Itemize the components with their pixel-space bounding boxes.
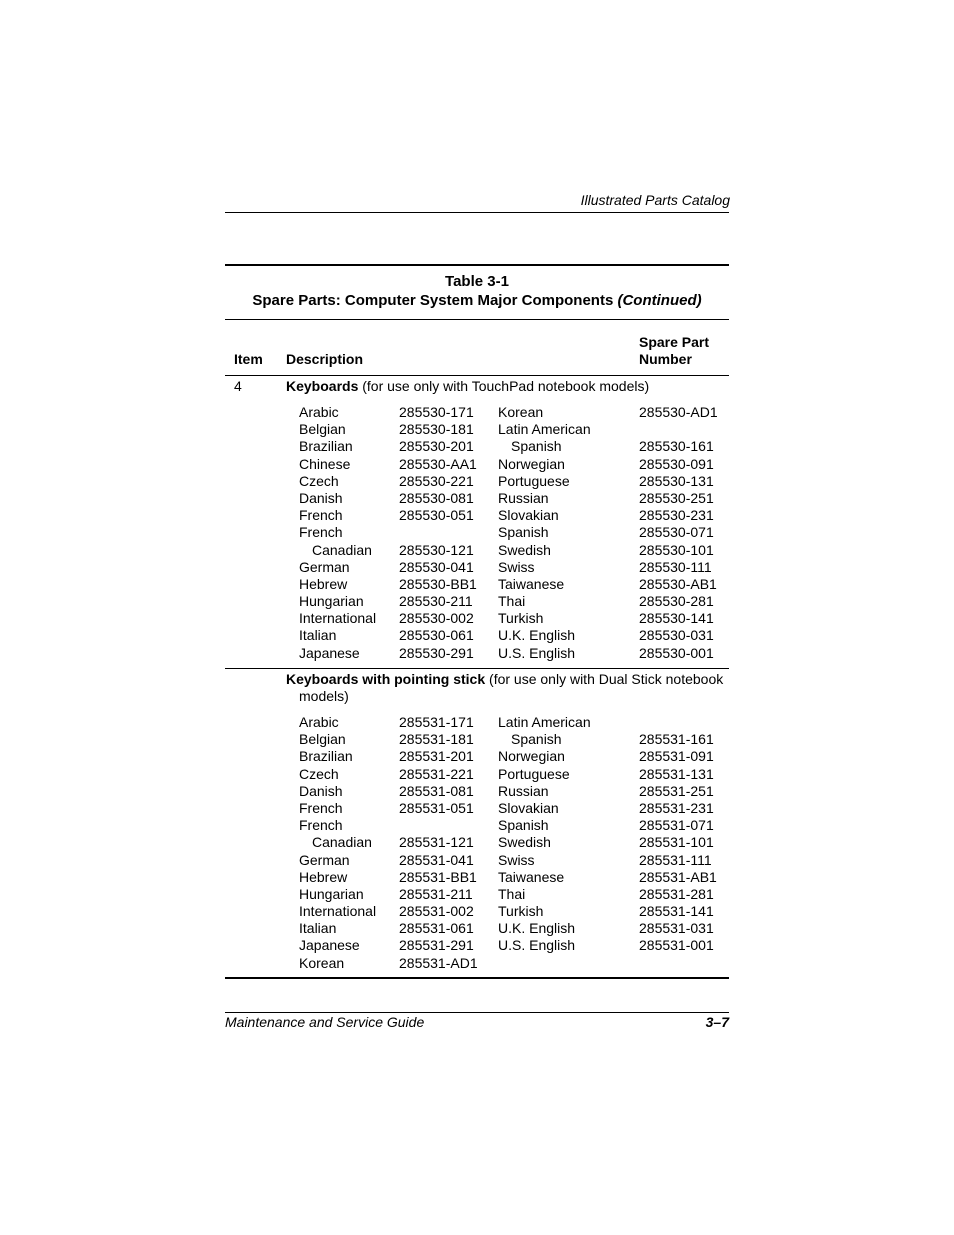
keyboard-language: Japanese: [299, 644, 360, 661]
spare-part-number: 285530-101: [639, 541, 714, 558]
keyboard-language: Norwegian: [498, 455, 565, 472]
spare-part-number: 285531-101: [639, 834, 714, 851]
spare-part-number: 285530-081: [399, 489, 474, 506]
table-row: [299, 542, 729, 559]
table-title: [225, 291, 729, 310]
spare-part-number: 285531-251: [639, 782, 714, 799]
table-title-text: Spare Parts: Computer System Major Components: [252, 292, 614, 309]
keyboard-language: Hungarian: [299, 885, 364, 902]
keyboard-language: Danish: [299, 489, 343, 506]
spare-part-number: 285531-081: [399, 782, 474, 799]
table-row: [299, 610, 729, 627]
table-top-rule: [225, 264, 729, 266]
keyboard-language: Hebrew: [299, 575, 348, 592]
spare-part-number: 285531-AB1: [639, 868, 717, 885]
table-row: [299, 869, 729, 886]
spare-part-number: 285530-051: [399, 507, 474, 524]
spare-part-number: 285531-181: [399, 731, 474, 748]
keyboard-language: Thai: [498, 885, 526, 902]
keyboard-language: Latin American: [498, 714, 591, 730]
spare-part-number: 285530-291: [399, 644, 474, 661]
keyboard-language: Spanish: [498, 524, 549, 541]
keyboard-language: French: [299, 817, 343, 834]
table-title-suffix: (Continued): [617, 292, 702, 309]
keyboard-language: Czech: [299, 472, 339, 489]
spare-part-number: 285531-281: [639, 885, 714, 902]
keyboard-language: Korean: [498, 404, 544, 420]
table-number: Table 3-1: [445, 273, 509, 290]
table-row: [299, 800, 729, 817]
page-number: 3–7: [705, 1014, 729, 1030]
item-number: 4: [234, 378, 242, 394]
spare-part-number: 285530-002: [399, 610, 474, 627]
spare-part-number: 285530-031: [639, 627, 714, 644]
table-row: [299, 507, 729, 524]
table-row: [299, 645, 729, 662]
keyboard-language: U.K. English: [498, 627, 576, 644]
keyboard-language: Slovakian: [498, 507, 559, 524]
keyboard-language: Latin American: [498, 421, 591, 438]
spare-part-number: 285531-BB1: [399, 868, 477, 885]
keyboard-language: Spanish: [511, 438, 562, 455]
table-row: [299, 404, 729, 421]
spare-part-number: 285531-091: [639, 748, 714, 765]
keyboard-language: Korean: [299, 954, 345, 971]
spare-part-number: 285530-111: [639, 558, 712, 575]
keyboard-language: German: [299, 558, 350, 575]
table-row: [299, 886, 729, 903]
column-header-spare-part-line2: Number: [639, 351, 692, 367]
keyboard-language: Norwegian: [498, 748, 565, 765]
keyboard-language: Hungarian: [299, 593, 364, 610]
spare-part-number: 285530-221: [399, 472, 474, 489]
keyboard-language: Belgian: [299, 731, 346, 748]
section1-heading-rest: (for use only with TouchPad notebook models): [358, 378, 650, 394]
spare-part-number: 285530-181: [399, 421, 474, 438]
keyboard-language: Taiwanese: [498, 868, 565, 885]
keyboard-language: Turkish: [498, 903, 544, 920]
table-row: [299, 783, 729, 800]
section2-keyboard-list: [299, 714, 729, 972]
keyboard-language: Brazilian: [299, 748, 353, 765]
spare-part-number: 285531-121: [399, 834, 474, 851]
spare-part-number: 285531-231: [639, 799, 714, 816]
keyboard-language: U.K. English: [498, 920, 576, 937]
spare-part-number: 285530-251: [639, 489, 714, 506]
spare-part-number: 285530-AA1: [399, 455, 477, 472]
spare-part-number: 285530-131: [639, 472, 714, 489]
section2-heading: [286, 671, 723, 705]
keyboard-language: Turkish: [498, 610, 544, 627]
keyboard-language: Arabic: [299, 404, 339, 420]
keyboard-language: French: [299, 507, 343, 524]
keyboard-language: Swiss: [498, 558, 535, 575]
footer-title: Maintenance and Service Guide: [225, 1014, 425, 1030]
column-header-item: Item: [234, 351, 263, 367]
spare-part-number: 285530-AD1: [639, 404, 718, 420]
keyboard-language: Russian: [498, 782, 549, 799]
keyboard-language: Swiss: [498, 851, 535, 868]
table-row: [299, 456, 729, 473]
keyboard-language: Brazilian: [299, 438, 353, 455]
table-row: [299, 559, 729, 576]
spare-part-number: 285530-231: [639, 507, 714, 524]
keyboard-language: Taiwanese: [498, 575, 565, 592]
keyboard-language: Hebrew: [299, 868, 348, 885]
keyboard-language: Slovakian: [498, 799, 559, 816]
keyboard-language: U.S. English: [498, 937, 576, 954]
keyboard-language: International: [299, 903, 377, 920]
spare-part-number: 285530-281: [639, 593, 714, 610]
spare-part-number: 285531-221: [399, 765, 474, 782]
section1-heading: [286, 378, 649, 394]
keyboard-language: Italian: [299, 920, 337, 937]
keyboard-language: French: [299, 524, 343, 541]
section2-heading-line2: models): [299, 688, 349, 704]
spare-part-number: 285530-161: [639, 438, 714, 455]
column-header-spare-part-line1: Spare Part: [639, 334, 710, 350]
spare-part-number: 285530-041: [399, 558, 474, 575]
table-row: [299, 748, 729, 765]
spare-part-number: 285531-051: [399, 799, 474, 816]
header-bottom-rule: [225, 375, 729, 376]
spare-part-number: 285530-BB1: [399, 575, 477, 592]
keyboard-language: Portuguese: [498, 765, 570, 782]
spare-part-number: 285531-AD1: [399, 954, 478, 971]
spare-part-number: 285531-171: [399, 714, 474, 730]
column-header-spare-part-number: [639, 334, 709, 368]
spare-part-number: 285530-121: [399, 541, 474, 558]
spare-part-number: 285531-002: [399, 903, 474, 920]
table-bottom-rule: [225, 977, 729, 979]
spare-part-number: 285531-141: [639, 903, 714, 920]
keyboard-language: Japanese: [299, 937, 360, 954]
spare-part-number: 285531-131: [639, 765, 714, 782]
spare-part-number: 285531-111: [639, 851, 712, 868]
table-row: [299, 903, 729, 920]
spare-part-number: 285530-201: [399, 438, 474, 455]
column-header-description: Description: [286, 351, 364, 367]
spare-part-number: 285530-AB1: [639, 575, 717, 592]
keyboard-language: Danish: [299, 782, 343, 799]
spare-part-number: 285530-061: [399, 627, 474, 644]
spare-part-number: 285531-041: [399, 851, 474, 868]
table-row: [299, 834, 729, 851]
spare-part-number: 285530-141: [639, 610, 714, 627]
table-row: [299, 852, 729, 869]
keyboard-language: Canadian: [312, 541, 372, 558]
spare-part-number: 285531-031: [639, 920, 714, 937]
table-row: [299, 438, 729, 455]
keyboard-language: French: [299, 799, 343, 816]
table-row: [299, 524, 729, 541]
table-row: [299, 421, 729, 438]
keyboard-language: International: [299, 610, 377, 627]
section1-keyboard-list: [299, 404, 729, 662]
table-row: [299, 766, 729, 783]
table-row: [299, 627, 729, 644]
footer-rule: [225, 1012, 729, 1013]
table-row: [299, 937, 729, 954]
spare-part-number: 285531-071: [639, 817, 714, 834]
section1-heading-bold: Keyboards: [286, 378, 359, 394]
keyboard-language: Canadian: [312, 834, 372, 851]
table-row: [299, 593, 729, 610]
title-rule: [225, 319, 729, 320]
table-row: [299, 490, 729, 507]
spare-part-number: 285530-211: [399, 593, 473, 610]
keyboard-language: Arabic: [299, 714, 339, 730]
keyboard-language: Thai: [498, 593, 526, 610]
keyboard-language: Swedish: [498, 541, 551, 558]
keyboard-language: Russian: [498, 489, 549, 506]
section-divider: [225, 668, 729, 669]
section2-heading-bold: Keyboards with pointing stick: [286, 671, 486, 687]
spare-part-number: 285531-291: [399, 937, 474, 954]
keyboard-language: Chinese: [299, 455, 351, 472]
keyboard-language: Belgian: [299, 421, 346, 438]
keyboard-language: Spanish: [511, 731, 562, 748]
keyboard-language: Spanish: [498, 817, 549, 834]
section2-heading-rest: (for use only with Dual Stick notebook: [485, 671, 724, 687]
spare-part-number: 285531-161: [639, 731, 714, 748]
keyboard-language: German: [299, 851, 350, 868]
table-row: [299, 817, 729, 834]
header-rule: [225, 212, 729, 213]
keyboard-language: Czech: [299, 765, 339, 782]
spare-part-number: 285530-171: [399, 404, 474, 420]
keyboard-language: U.S. English: [498, 644, 576, 661]
spare-part-number: 285531-061: [399, 920, 474, 937]
keyboard-language: Portuguese: [498, 472, 570, 489]
table-row: [299, 955, 729, 972]
spare-part-number: 285531-201: [399, 748, 474, 765]
spare-part-number: 285530-091: [639, 455, 714, 472]
table-row: [299, 714, 729, 731]
table-row: [299, 473, 729, 490]
keyboard-language: Italian: [299, 627, 337, 644]
keyboard-language: Swedish: [498, 834, 551, 851]
running-header: Illustrated Parts Catalog: [580, 192, 730, 208]
table-row: [299, 920, 729, 937]
table-row: [299, 731, 729, 748]
spare-part-number: 285531-211: [399, 885, 473, 902]
spare-part-number: 285530-001: [639, 644, 714, 661]
spare-part-number: 285530-071: [639, 524, 714, 541]
table-row: [299, 576, 729, 593]
spare-part-number: 285531-001: [639, 937, 714, 954]
